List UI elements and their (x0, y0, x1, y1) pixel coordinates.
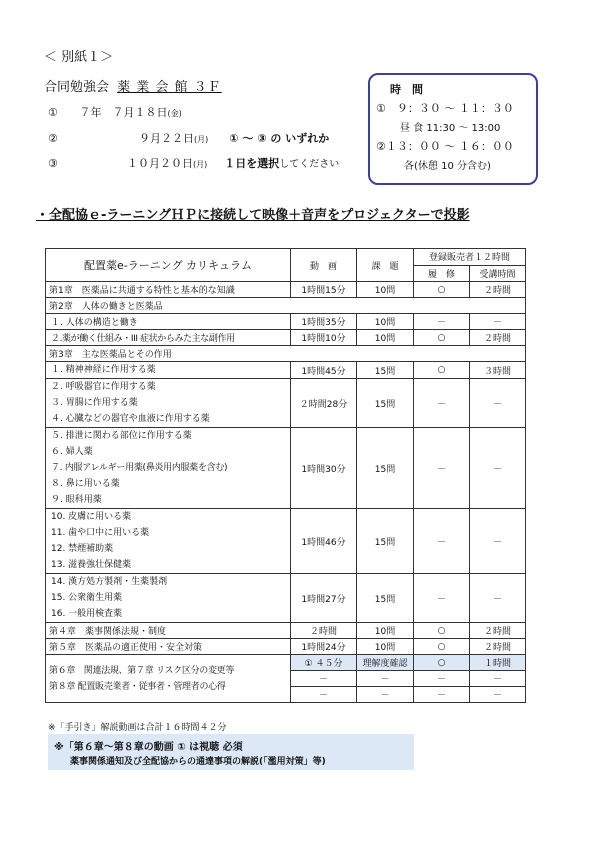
table-row-ch3-g2 (46, 379, 526, 428)
banner-text: ・全配協ｅ-ラーニングＨＰに接続して映像＋音声をプロジェクターで投影 (36, 208, 470, 223)
cell-video: 1時間24分 (291, 639, 357, 655)
row-label-group (46, 428, 291, 509)
curriculum-table (45, 248, 526, 703)
date-choice-text: ① ～ ③ の いずれか (229, 132, 330, 145)
date-mark: ① (48, 106, 58, 119)
cell-done: ○ (414, 639, 470, 655)
chapter-title: 第2章 人体の働きと医薬品 (46, 298, 526, 314)
cell-task: 10問 (357, 330, 414, 346)
time-slot-2: ②１３：００ ～ １６：００ (376, 140, 514, 153)
cell-task: 10問 (357, 623, 414, 639)
chapter-8-label: 第８章 配置販売業者・従事者・管理者の心得 (49, 681, 226, 692)
table-header-row (46, 249, 526, 266)
table-row-ch2-2 (46, 330, 526, 346)
date-mark: ② (48, 132, 58, 145)
cell-video: － (291, 671, 357, 687)
date-mark: ③ (48, 157, 58, 170)
list-item: ７. 内服アレルギー用薬(鼻炎用内服薬を含む) (51, 463, 228, 473)
list-item: 12. 禁煙補助薬 (51, 544, 114, 554)
cell-video: 1時間10分 (291, 330, 357, 346)
date-text: ７年 ７月１８日 (79, 106, 168, 119)
required-note: ※「第６章～第８章の動画 ① は視聴 必須 (54, 742, 243, 753)
row-label-group (46, 509, 291, 574)
date-text: １０月２０日 (127, 157, 193, 170)
meeting-title (44, 76, 222, 95)
header-completion: 履 修 (414, 265, 470, 282)
cell-done: － (414, 671, 470, 687)
cell-hours: １時間 (470, 655, 526, 671)
cell-done: － (414, 379, 470, 428)
list-item: 11. 歯や口中に用いる薬 (51, 528, 150, 538)
time-schedule-box (368, 73, 538, 185)
list-item: ８. 鼻に用いる薬 (51, 479, 120, 489)
cell-hours: － (470, 314, 526, 330)
row-label: １. 人体の構造と働き (46, 314, 291, 330)
cell-hours: ２時間 (470, 330, 526, 346)
date-text: ９月２２日 (139, 132, 194, 145)
table-row-ch3-title (46, 346, 526, 362)
cell-hours: － (470, 687, 526, 703)
list-item: ９. 眼科用薬 (51, 495, 102, 505)
meeting-name: 合同勉強会 (44, 80, 110, 95)
cell-done: － (414, 574, 470, 623)
cell-task: － (357, 687, 414, 703)
list-item: ５. 排泄に関わる部位に作用する薬 (51, 431, 192, 441)
cell-task: 15問 (357, 428, 414, 509)
cell-task: 理解度確認 (357, 655, 414, 671)
cell-hours: － (470, 379, 526, 428)
list-item: 14. 漢方処方製剤・生薬製剤 (51, 577, 168, 587)
cell-video: 1時間27分 (291, 574, 357, 623)
time-box-title: 時 間 (390, 83, 423, 96)
date-weekday: (金) (167, 109, 182, 118)
table-row-ch3-g1 (46, 362, 526, 379)
row-label-group (46, 655, 291, 703)
table-row-ch3-g5 (46, 574, 526, 623)
header-curriculum: 配置薬e-ラーニング カリキュラム (46, 249, 291, 282)
list-item: ３. 胃腸に作用する薬 (51, 398, 138, 408)
cell-task: 10問 (357, 314, 414, 330)
cell-video: ① ４５分 (291, 655, 357, 671)
cell-task: 15問 (357, 574, 414, 623)
cell-video: 1時間46分 (291, 509, 357, 574)
cell-hours: ２時間 (470, 639, 526, 655)
cell-done: ○ (414, 362, 470, 379)
cell-video: 1時間15分 (291, 282, 357, 298)
table-row-ch2-1 (46, 314, 526, 330)
cell-task: 10問 (357, 282, 414, 298)
header-hours: 受講時間 (470, 265, 526, 282)
cell-task: 15問 (357, 379, 414, 428)
table-row-ch1 (46, 282, 526, 298)
cell-done: ○ (414, 282, 470, 298)
table-row-ch6-1 (46, 655, 526, 671)
cell-video: － (291, 687, 357, 703)
cell-task: 10問 (357, 639, 414, 655)
header-video: 動 画 (291, 249, 357, 282)
cell-hours: － (470, 428, 526, 509)
list-item: ４. 心臓などの器官や血液に作用する薬 (51, 414, 210, 424)
list-item: ２. 呼吸器官に作用する薬 (51, 382, 156, 392)
cell-done: ○ (414, 655, 470, 671)
cell-video: ２時間28分 (291, 379, 357, 428)
list-item: 13. 滋養強壮保健薬 (51, 560, 132, 570)
cell-done: － (414, 314, 470, 330)
cell-done: － (414, 428, 470, 509)
cell-done: － (414, 687, 470, 703)
break-note: 各(休憩 10 分含む) (404, 161, 491, 172)
list-item: １. 精神神経に作用する薬 (51, 365, 156, 375)
cell-hours: － (470, 509, 526, 574)
cell-video: 1時間45分 (291, 362, 357, 379)
row-label-group (46, 362, 291, 379)
row-label: 第５章 医薬品の適正使用・安全対策 (46, 639, 291, 655)
cell-hours: ２時間 (470, 282, 526, 298)
list-item: 16. 一般用検査薬 (51, 609, 123, 619)
row-label-group (46, 574, 291, 623)
cell-hours: ２時間 (470, 623, 526, 639)
chapter-title: 第3章 主な医薬品とその作用 (46, 346, 526, 362)
date-choice-bold: １日を選択 (224, 157, 280, 170)
cell-task: 15問 (357, 509, 414, 574)
date-row-2 (48, 130, 329, 146)
required-note-box (48, 734, 414, 770)
cell-video: ２時間 (291, 623, 357, 639)
required-note-detail: 薬事関係通知及び全配協からの通達事項の解説(「濫用対策」等) (70, 757, 326, 767)
table-row-ch5 (46, 639, 526, 655)
cell-task: 15問 (357, 362, 414, 379)
cell-done: ○ (414, 330, 470, 346)
header-registered-seller: 登録販売者１２時間 (414, 249, 526, 266)
date-row-1 (48, 104, 182, 120)
date-weekday: (月) (194, 135, 209, 144)
meeting-venue: 薬 業 会 館 ３Ｆ (117, 80, 222, 95)
cell-hours: ３時間 (470, 362, 526, 379)
table-row-ch4 (46, 623, 526, 639)
table-row-ch2-title (46, 298, 526, 314)
list-item: 15. 公衆衛生用薬 (51, 593, 123, 603)
cell-hours: － (470, 574, 526, 623)
cell-hours: － (470, 671, 526, 687)
row-label: ２.薬が働く仕組み・III 症状からみた主な副作用 (46, 330, 291, 346)
date-choice-text: してください (279, 159, 340, 170)
date-row-3 (48, 155, 339, 171)
time-slot-1: ① ９：３０ ～ １１：３０ (376, 102, 514, 115)
total-hours-note: ※「手引き」解説動画は合計１６時間４２分 (48, 723, 227, 733)
cell-video: 1時間30分 (291, 428, 357, 509)
cell-video: 1時間35分 (291, 314, 357, 330)
row-label: 第４章 薬事関係法規・制度 (46, 623, 291, 639)
list-item: ６. 婦人薬 (51, 447, 93, 457)
cell-done: － (414, 509, 470, 574)
annex-label: ＜ 別紙１＞ (44, 50, 114, 65)
lunch-time: 昼 食 11:30 ～ 13:00 (400, 123, 501, 134)
table-row-ch3-g4 (46, 509, 526, 574)
row-label: 第1章 医薬品に共通する特性と基本的な知識 (46, 282, 291, 298)
cell-task: － (357, 671, 414, 687)
cell-done: ○ (414, 623, 470, 639)
header-task: 課 題 (357, 249, 414, 282)
chapter-6-7-label: 第６章 関連法規、第７章 リスク区分の変更等 (49, 665, 235, 676)
list-item: 10. 皮膚に用いる薬 (51, 512, 132, 522)
table-row-ch3-g3 (46, 428, 526, 509)
row-label-group (46, 379, 291, 428)
projection-banner (36, 204, 470, 223)
date-weekday: (月) (193, 160, 208, 169)
